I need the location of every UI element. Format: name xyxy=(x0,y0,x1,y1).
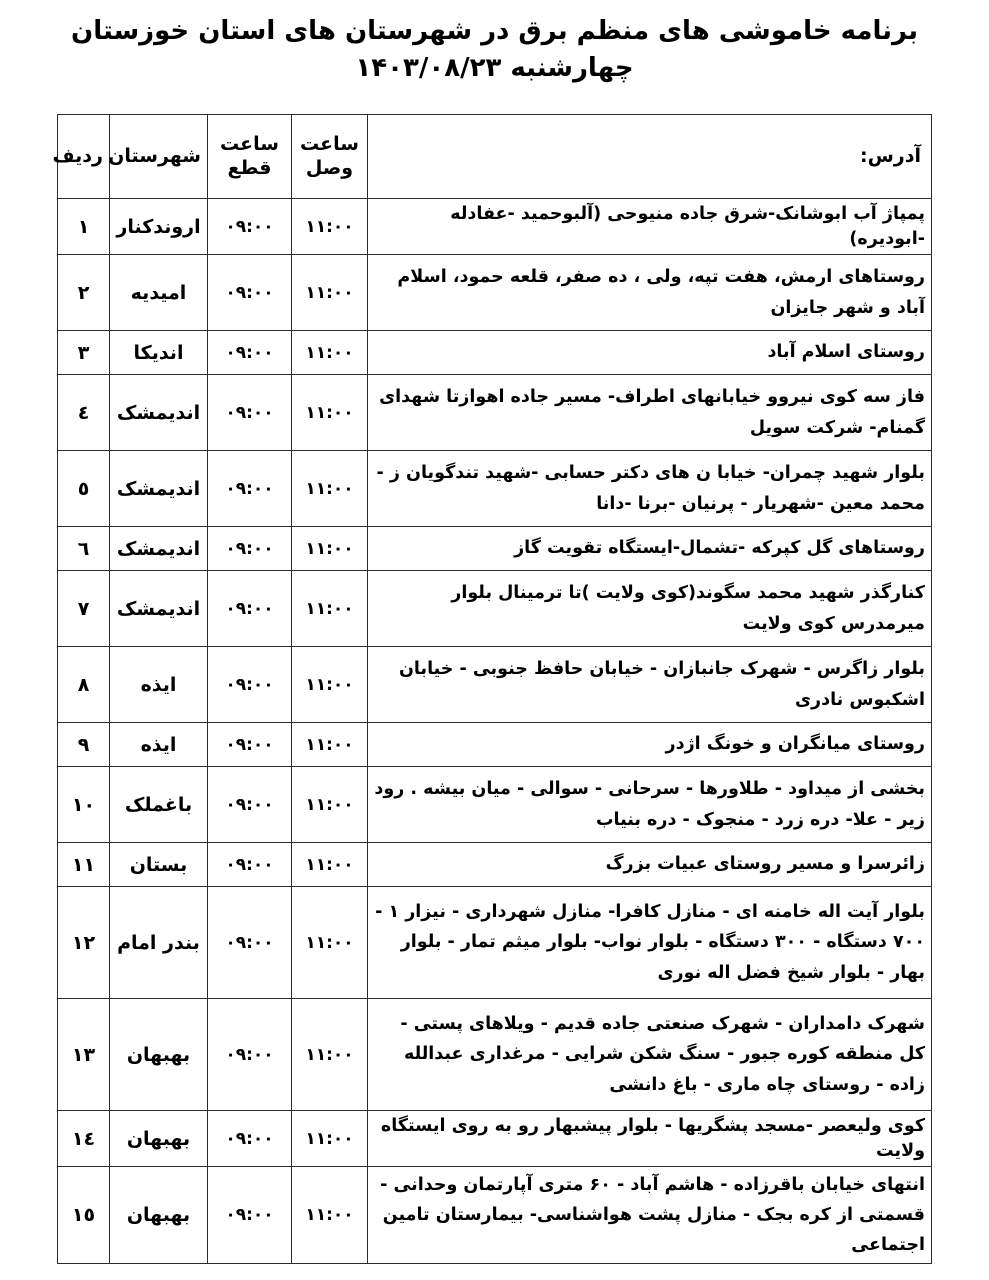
cell-row-number: ۲ xyxy=(58,255,110,331)
cell-county: بهبهان xyxy=(110,1111,208,1167)
table-row xyxy=(58,571,932,647)
cell-address: پمپاژ آب ابوشانک-شرق جاده منیوحی (آلبوحمید -عفادله -ابودیره) xyxy=(368,199,932,255)
cell-row-number: ۱۲ xyxy=(58,887,110,999)
column-header-time-off xyxy=(208,115,292,199)
cell-time-off: ۰۹:۰۰ xyxy=(208,1167,292,1264)
cell-time-on: ۱۱:۰۰ xyxy=(292,1111,368,1167)
cell-time-on: ۱۱:۰۰ xyxy=(292,375,368,451)
cell-county: اندیمشک xyxy=(110,375,208,451)
cell-row-number: ۸ xyxy=(58,647,110,723)
cell-address: بلوار زاگرس - شهرک جانبازان - خیابان حافظ جنوبی - خیابان اشکبوس نادری xyxy=(368,647,932,723)
cell-time-off: ۰۹:۰۰ xyxy=(208,451,292,527)
cell-county: اندیکا xyxy=(110,331,208,375)
table-row xyxy=(58,527,932,571)
table-row xyxy=(58,887,932,999)
cell-row-number: ۳ xyxy=(58,331,110,375)
cell-address: بلوار آیت اله خامنه ای - منازل کافرا- منازل شهرداری - نیزار ۱ - ۷۰۰ دستگاه - ۳۰۰ دستگاه - بلوار نواب- بلوار میثم تمار - بلوار بهار - بلوار شیخ فضل اله نوری xyxy=(368,887,932,999)
cell-time-on: ۱۱:۰۰ xyxy=(292,1167,368,1264)
cell-address: کنارگذر شهید محمد سگوند(کوی ولایت )تا ترمینال بلوار میرمدرس کوی ولایت xyxy=(368,571,932,647)
table-body xyxy=(58,199,932,1264)
table-row xyxy=(58,451,932,527)
cell-time-on: ۱۱:۰۰ xyxy=(292,999,368,1111)
column-header-address: آدرس: xyxy=(368,115,932,199)
cell-address: روستای میانگران و خونگ اژدر xyxy=(368,723,932,767)
column-header-row-number: ردیف xyxy=(58,115,110,199)
document-title-block xyxy=(0,0,989,86)
cell-time-off: ۰۹:۰۰ xyxy=(208,999,292,1111)
page-title: برنامه خاموشی های منظم برق در شهرستان های استان خوزستان xyxy=(71,16,918,46)
cell-time-on: ۱۱:۰۰ xyxy=(292,887,368,999)
cell-time-on: ۱۱:۰۰ xyxy=(292,451,368,527)
cell-county: بستان xyxy=(110,843,208,887)
cell-address: انتهای خیابان باقرزاده - هاشم آباد - ۶۰ متری آپارتمان وحدانی - قسمتی از کره بجک - منازل پشت هواشناسی- بیمارستان تامین اجتماعی xyxy=(368,1167,932,1264)
page-date: چهارشنبه ۱۴۰۳/۰۸/۲۳ xyxy=(355,53,634,84)
cell-time-on: ۱۱:۰۰ xyxy=(292,331,368,375)
cell-row-number: ۱ xyxy=(58,199,110,255)
table-row xyxy=(58,647,932,723)
cell-county: بهبهان xyxy=(110,999,208,1111)
cell-row-number: ٦ xyxy=(58,527,110,571)
table-row xyxy=(58,1167,932,1264)
time-off-header-line-1: ساعت xyxy=(220,133,279,156)
table-header-row xyxy=(58,115,932,199)
time-off-header-line-2: قطع xyxy=(227,156,272,179)
cell-time-off: ۰۹:۰۰ xyxy=(208,767,292,843)
table-row xyxy=(58,331,932,375)
table-row xyxy=(58,843,932,887)
table-row xyxy=(58,1111,932,1167)
cell-time-off: ۰۹:۰۰ xyxy=(208,375,292,451)
cell-county: اندیمشک xyxy=(110,571,208,647)
cell-county: ایذه xyxy=(110,723,208,767)
cell-time-on: ۱۱:۰۰ xyxy=(292,723,368,767)
cell-time-off: ۰۹:۰۰ xyxy=(208,1111,292,1167)
cell-county: اندیمشک xyxy=(110,451,208,527)
cell-time-on: ۱۱:۰۰ xyxy=(292,571,368,647)
cell-county: اروندکنار xyxy=(110,199,208,255)
cell-row-number: ۱۰ xyxy=(58,767,110,843)
cell-address: فاز سه کوی نیروو خیابانهای اطراف- مسیر جاده اهوازتا شهدای گمنام- شرکت سویل xyxy=(368,375,932,451)
cell-time-off: ۰۹:۰۰ xyxy=(208,199,292,255)
cell-time-on: ۱۱:۰۰ xyxy=(292,843,368,887)
table-row xyxy=(58,375,932,451)
cell-address: روستاهای ارمش، هفت تپه، ولی ، ده صفر، قلعه حمود، اسلام آباد و شهر جایزان xyxy=(368,255,932,331)
cell-row-number: ٤ xyxy=(58,375,110,451)
cell-time-off: ۰۹:۰۰ xyxy=(208,255,292,331)
table-row xyxy=(58,199,932,255)
time-on-header-line-2: وصل xyxy=(305,156,354,179)
outage-table-container xyxy=(52,114,932,1264)
cell-time-on: ۱۱:۰۰ xyxy=(292,767,368,843)
cell-time-on: ۱۱:۰۰ xyxy=(292,199,368,255)
cell-time-off: ۰۹:۰۰ xyxy=(208,527,292,571)
table-row xyxy=(58,767,932,843)
cell-county: بهبهان xyxy=(110,1167,208,1264)
cell-time-on: ۱۱:۰۰ xyxy=(292,527,368,571)
cell-county: بندر امام xyxy=(110,887,208,999)
cell-time-off: ۰۹:۰۰ xyxy=(208,331,292,375)
cell-county: اندیمشک xyxy=(110,527,208,571)
time-on-header-line-1: ساعت xyxy=(300,133,359,156)
table-head xyxy=(52,115,932,199)
cell-row-number: ٥ xyxy=(58,451,110,527)
cell-address: بخشی از میداود - طلاورها - سرحانی - سوالی - میان بیشه . رود زیر - علا- دره زرد - منجوک - دره بنیاب xyxy=(368,767,932,843)
cell-time-on: ۱۱:۰۰ xyxy=(292,647,368,723)
cell-row-number: ۱۳ xyxy=(58,999,110,1111)
table-row xyxy=(58,723,932,767)
cell-county: باغملک xyxy=(110,767,208,843)
cell-address: بلوار شهید چمران- خیابا ن های دکتر حسابی -شهید تندگویان ز - محمد معین -شهریار - پرنیان -برنا -دانا xyxy=(368,451,932,527)
cell-address: زائرسرا و مسیر روستای عبیات بزرگ xyxy=(368,843,932,887)
column-header-county: شهرستان xyxy=(110,115,208,199)
cell-time-off: ۰۹:۰۰ xyxy=(208,571,292,647)
cell-time-on: ۱۱:۰۰ xyxy=(292,255,368,331)
outage-schedule-table xyxy=(52,114,932,1264)
cell-address: شهرک دامداران - شهرک صنعتی جاده قدیم - ویلاهای پستی - کل منطقه کوره جبور - سنگ شکن شرایی - مرغداری عبدالله زاده - روستای چاه ماری - باغ دانشی xyxy=(368,999,932,1111)
cell-row-number: ۱٥ xyxy=(58,1167,110,1264)
cell-row-number: ۹ xyxy=(58,723,110,767)
cell-time-off: ۰۹:۰۰ xyxy=(208,887,292,999)
cell-county: امیدیه xyxy=(110,255,208,331)
cell-time-off: ۰۹:۰۰ xyxy=(208,647,292,723)
cell-county: ایذه xyxy=(110,647,208,723)
cell-address: روستاهای گل کپرکه -تشمال-ایستگاه تقویت گاز xyxy=(368,527,932,571)
cell-address: کوی ولیعصر -مسجد پشگریها - بلوار پیشبهار رو به روی ایستگاه ولایت xyxy=(368,1111,932,1167)
table-row xyxy=(58,255,932,331)
column-header-time-on xyxy=(292,115,368,199)
cell-row-number: ۱٤ xyxy=(58,1111,110,1167)
cell-time-off: ۰۹:۰۰ xyxy=(208,723,292,767)
cell-time-off: ۰۹:۰۰ xyxy=(208,843,292,887)
table-row xyxy=(58,999,932,1111)
cell-row-number: ۷ xyxy=(58,571,110,647)
cell-row-number: ۱۱ xyxy=(58,843,110,887)
cell-address: روستای اسلام آباد xyxy=(368,331,932,375)
